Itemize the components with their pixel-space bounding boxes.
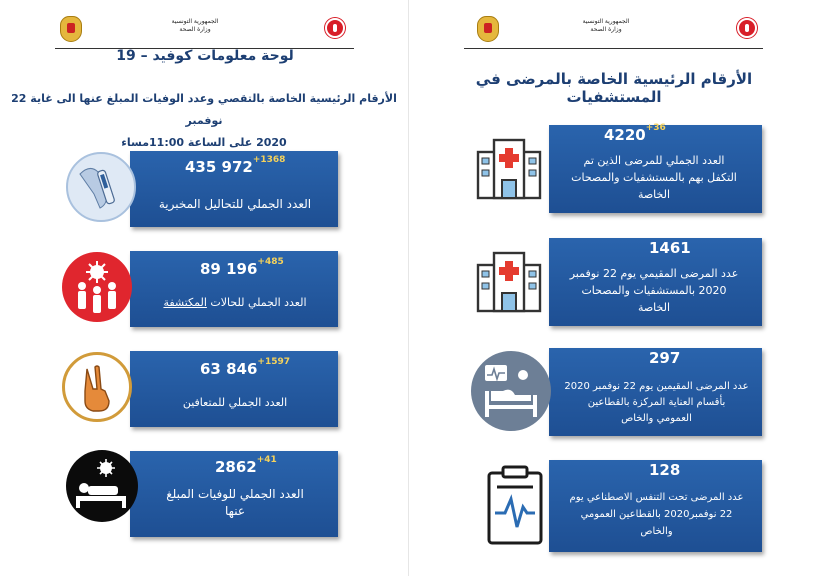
label-line2: 22 نوفمبر2020 بالقطاعين العمومي [580, 509, 733, 520]
card-label: العدد الجملي للتحاليل المخبرية [158, 197, 312, 211]
value-text: 128 [649, 461, 681, 479]
label-line1: العدد الجملي للوفيات المبلغ [166, 487, 304, 501]
card-value [649, 461, 680, 479]
card-value [185, 155, 286, 176]
delta-text: +1597 [257, 357, 291, 367]
label-line1: العدد الجملي للمرضى الذين تم [583, 154, 725, 167]
card-value [649, 349, 680, 367]
card-value [200, 257, 284, 278]
label-line1: عدد المرضى تحت التنفس الاصطناعي يوم [569, 492, 744, 503]
detected-cases-card [0, 248, 409, 328]
icu-bed-icon [471, 351, 551, 431]
value-text: 2862 [215, 458, 257, 476]
hospital-total-card [409, 122, 818, 217]
page-subtitle [8, 88, 400, 154]
right-page [409, 0, 818, 576]
card-label [554, 379, 759, 427]
lab-tests-card [0, 148, 409, 228]
victory-hand-icon [62, 352, 132, 422]
label-line3: والخاص [640, 526, 673, 537]
value-text: 297 [649, 349, 681, 367]
label-line3: الخاصة [637, 188, 671, 201]
ministry-name [160, 18, 230, 34]
ventilator-card [409, 457, 818, 557]
card-value [604, 123, 666, 144]
header-divider [464, 48, 763, 49]
ministry-logo-icon [325, 18, 345, 38]
value-text: 1461 [649, 239, 691, 257]
tunisia-seal-icon [477, 16, 499, 42]
delta-text: +485 [257, 257, 284, 267]
card-label [140, 294, 330, 311]
value-text: 435 972 [185, 158, 253, 176]
card-label [140, 486, 330, 520]
value-text: 89 196 [200, 260, 258, 278]
icu-card [409, 345, 818, 440]
card-value [200, 357, 291, 378]
clipboard-ecg-icon [485, 465, 545, 545]
label-line2: 2020 بالمستشفيات والمصحات [581, 284, 727, 297]
label-line3: الخاصة [637, 301, 671, 314]
recovered-card [0, 348, 409, 428]
ministry-line2: وزارة الصحة [179, 26, 211, 33]
delta-text: +1368 [252, 155, 286, 165]
label-line1: عدد المرضى المقيمين يوم 22 نوفمبر 2020 [564, 381, 749, 392]
label-line3: العمومي والخاص [621, 413, 692, 424]
hospital-icon [474, 138, 544, 200]
card-label [554, 152, 754, 203]
label-line2: عنها [225, 504, 245, 518]
value-text: 4220 [604, 126, 646, 144]
delta-text: +36 [645, 123, 666, 133]
hospital-current-card [409, 235, 818, 330]
card-label [554, 489, 759, 540]
deaths-card [0, 448, 409, 538]
page-title: لوحة معلومات كوفيد – 19 [116, 48, 294, 64]
subtitle-line1: الأرقام الرئيسية الخاصة بالتقصي وعدد الوفيات المبلغ عنها الى غاية 22 نوفمبر [11, 92, 397, 127]
ministry-name [571, 18, 641, 34]
ministry-line1: الجمهورية التونسية [582, 18, 630, 25]
value-text: 63 846 [200, 360, 258, 378]
header [409, 8, 818, 52]
tunisia-seal-icon [60, 16, 82, 42]
label-line2: التكفل بهم بالمستشفيات والمصحات [571, 171, 737, 184]
virus-people-icon [62, 252, 132, 322]
lab-test-icon [66, 152, 136, 222]
label-part1: العدد الجملي للحالات [206, 296, 307, 309]
page-title: الأرقام الرئيسية الخاصة بالمرضى في المستشفيات [475, 70, 753, 106]
ministry-line1: الجمهورية التونسية [171, 18, 219, 25]
ministry-line2: وزارة الصحة [590, 26, 622, 33]
hospital-icon [474, 251, 544, 313]
header [0, 8, 409, 52]
label-part2: المكتشفة [163, 296, 207, 309]
card-value [649, 239, 691, 257]
label-line2: بأقسام العناية المركزة بالقطاعين [587, 397, 726, 408]
delta-text: +41 [256, 455, 277, 465]
card-value [215, 455, 277, 476]
subtitle-line2: 2020 على الساعة 11:00مساء [121, 136, 287, 149]
card-label: العدد الجملي للمتعافين [182, 396, 288, 409]
label-line1: عدد المرضى المقيمي يوم 22 نوفمبر [569, 267, 739, 280]
card-label [554, 265, 754, 316]
patient-bed-virus-icon [66, 450, 138, 522]
ministry-logo-icon [737, 18, 757, 38]
